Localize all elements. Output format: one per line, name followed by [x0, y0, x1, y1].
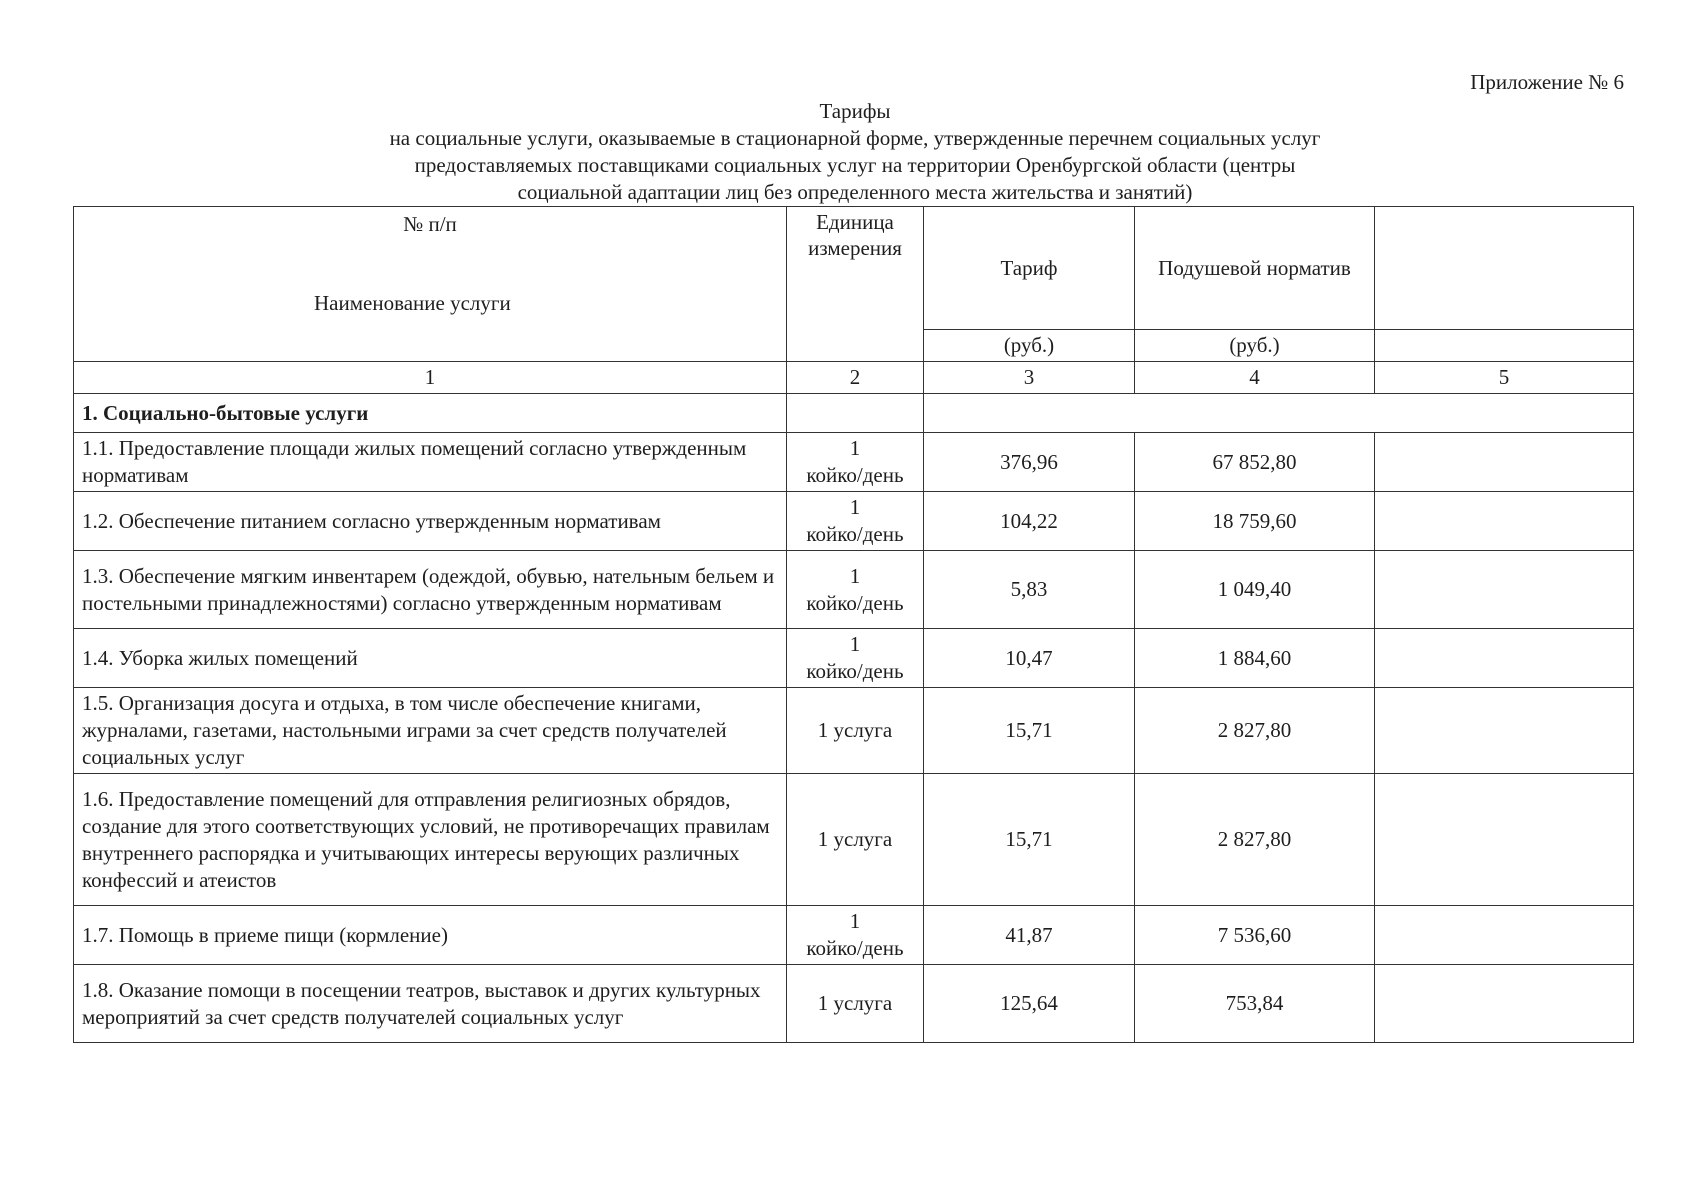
title-line: предоставляемых поставщиками социальных услуг на территории Оренбургской области (центры: [414, 153, 1296, 177]
tariff-cell: 5,83: [924, 551, 1135, 629]
tariff-cell: 15,71: [924, 774, 1135, 906]
title-line: Тарифы: [819, 99, 891, 123]
service-name-cell: 1.8. Оказание помощи в посещении театров, выставок и других культурных мероприятий за счет средств получателей социальных услуг: [74, 965, 787, 1043]
extra-cell: [1375, 965, 1634, 1043]
unit-label: 1 услуга: [817, 991, 893, 1015]
extra-cell: [1375, 774, 1634, 906]
tariffs-table-body: [74, 207, 1634, 1043]
table-row: [74, 688, 1634, 774]
table-row: [74, 433, 1634, 492]
header-per-capita-norm: Подушевой норматив: [1135, 207, 1375, 330]
title-line: на социальные услуги, оказываемые в стационарной форме, утвержденные перечнем социальных услуг: [389, 126, 1321, 150]
unit-cell: [787, 551, 924, 629]
header-service-name: [74, 207, 787, 362]
column-number: 1: [74, 362, 787, 394]
column-number: 4: [1135, 362, 1375, 394]
per-capita-norm-cell: 67 852,80: [1135, 433, 1375, 492]
unit-quantity: 1: [849, 909, 861, 933]
service-name-cell: 1.4. Уборка жилых помещений: [74, 629, 787, 688]
header-norm-unit: (руб.): [1135, 330, 1375, 362]
header-name-label: Наименование услуги: [314, 291, 511, 315]
column-number: 2: [787, 362, 924, 394]
unit-label: койко/день: [806, 590, 904, 615]
column-number: 5: [1375, 362, 1634, 394]
service-name-cell: 1.2. Обеспечение питанием согласно утвержденным нормативам: [74, 492, 787, 551]
table-row: [74, 629, 1634, 688]
title-line: социальной адаптации лиц без определенного места жительства и занятий): [517, 180, 1193, 204]
table-row: [74, 965, 1634, 1043]
header-extra-unit: [1375, 330, 1634, 362]
extra-cell: [1375, 433, 1634, 492]
table-row: [74, 774, 1634, 906]
unit-label: койко/день: [806, 463, 904, 487]
extra-cell: [1375, 906, 1634, 965]
per-capita-norm-cell: 2 827,80: [1135, 774, 1375, 906]
unit-label: 1 услуга: [817, 827, 893, 851]
service-name-cell: 1.5. Организация досуга и отдыха, в том числе обеспечение книгами, журналами, газетами, настольными играми за счет средств получателей социальных услуг: [74, 688, 787, 774]
unit-cell: [787, 629, 924, 688]
per-capita-norm-cell: 7 536,60: [1135, 906, 1375, 965]
unit-cell: [787, 906, 924, 965]
extra-cell: [1375, 629, 1634, 688]
extra-cell: [1375, 551, 1634, 629]
unit-quantity: 1: [849, 495, 861, 519]
tariff-cell: 15,71: [924, 688, 1135, 774]
per-capita-norm-cell: 1 049,40: [1135, 551, 1375, 629]
header-number-label: № п/п: [403, 212, 457, 236]
unit-quantity: 1: [849, 436, 861, 460]
per-capita-norm-cell: 18 759,60: [1135, 492, 1375, 551]
document-title: [300, 98, 1410, 206]
section-row: [74, 394, 1634, 433]
tariff-cell: 125,64: [924, 965, 1135, 1043]
unit-cell: [787, 965, 924, 1043]
unit-quantity: 1: [849, 632, 861, 656]
service-name-cell: 1.7. Помощь в приеме пищи (кормление): [74, 906, 787, 965]
unit-label: койко/день: [806, 659, 904, 683]
unit-cell: [787, 433, 924, 492]
header-unit: Единица измерения: [787, 207, 924, 362]
appendix-label: Приложение № 6: [1470, 70, 1624, 94]
unit-label: койко/день: [806, 522, 904, 546]
unit-label: 1 услуга: [817, 718, 893, 742]
tariff-cell: 41,87: [924, 906, 1135, 965]
service-name-cell: 1.6. Предоставление помещений для отправления религиозных обрядов, создание для этого соответствующих условий, не противоречащих правилам внутреннего распорядка и учитывающих интересы верующих различных конфессий и атеистов: [74, 774, 787, 906]
header-extra: [1375, 207, 1634, 330]
unit-cell: [787, 774, 924, 906]
unit-cell: [787, 492, 924, 551]
extra-cell: [1375, 492, 1634, 551]
table-row: [74, 906, 1634, 965]
service-name-cell: 1.3. Обеспечение мягким инвентарем (одеждой, обувью, нательным бельем и постельными принадлежностями) согласно утвержденным нормативам: [74, 551, 787, 629]
service-name-cell: 1.1. Предоставление площади жилых помещений согласно утвержденным нормативам: [74, 433, 787, 492]
column-number-row: [74, 362, 1634, 394]
unit-label: койко/день: [806, 936, 904, 960]
per-capita-norm-cell: 2 827,80: [1135, 688, 1375, 774]
unit-cell: [787, 688, 924, 774]
per-capita-norm-cell: 753,84: [1135, 965, 1375, 1043]
table-row: [74, 551, 1634, 629]
per-capita-norm-cell: 1 884,60: [1135, 629, 1375, 688]
header-tariff-unit: (руб.): [924, 330, 1135, 362]
column-number: 3: [924, 362, 1135, 394]
section-title: 1. Социально-бытовые услуги: [74, 394, 787, 433]
tariffs-table: [73, 206, 1634, 1043]
header-row: [74, 207, 1634, 330]
tariff-cell: 376,96: [924, 433, 1135, 492]
section-empty-cell: [924, 394, 1634, 433]
header-tariff: Тариф: [924, 207, 1135, 330]
tariff-cell: 10,47: [924, 629, 1135, 688]
section-empty-cell: [787, 394, 924, 433]
extra-cell: [1375, 688, 1634, 774]
unit-quantity: 1: [849, 563, 861, 588]
table-row: [74, 492, 1634, 551]
tariff-cell: 104,22: [924, 492, 1135, 551]
